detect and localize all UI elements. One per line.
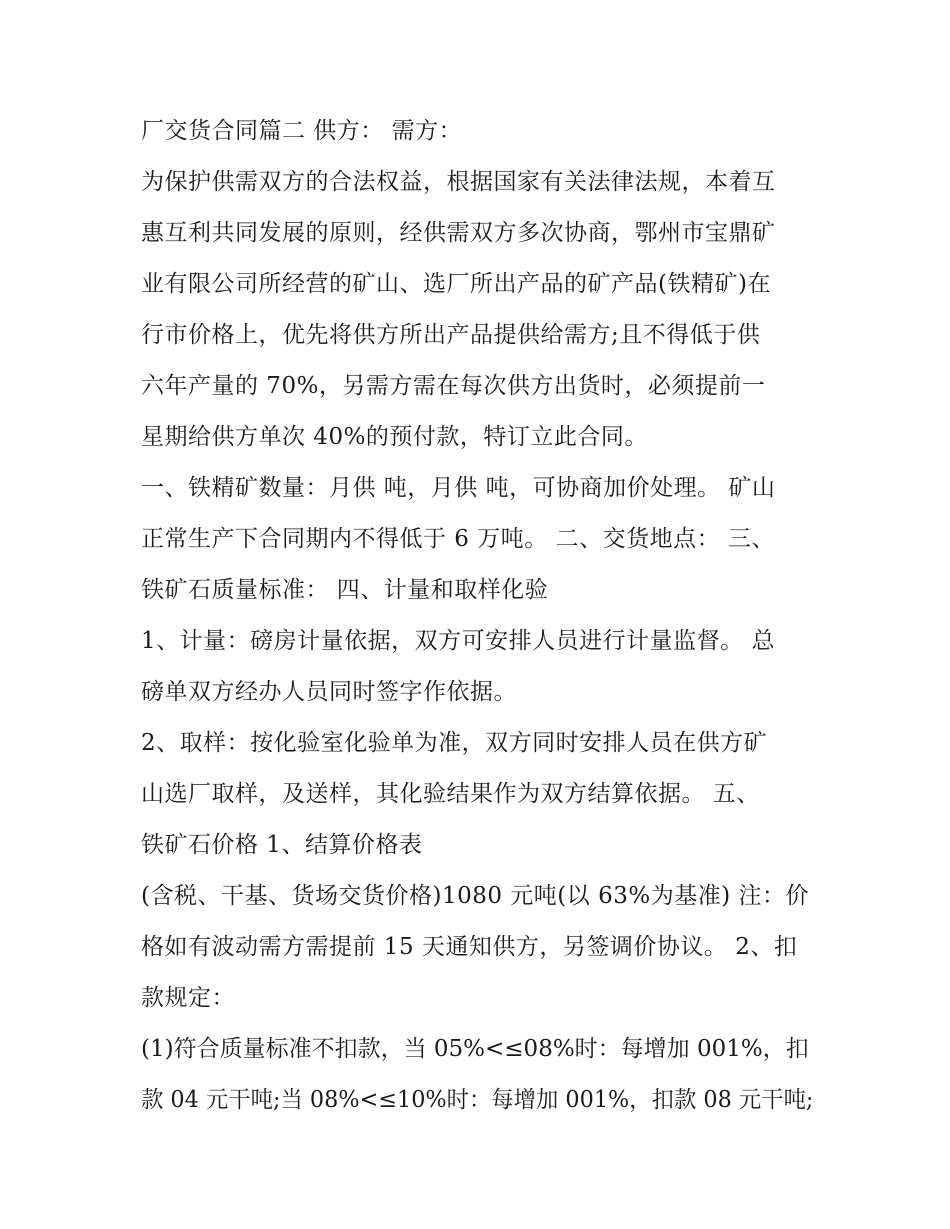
text-line: 正常生产下合同期内不得低于 6 万吨。 二、交货地点： 三、 [141, 526, 775, 552]
contract-body-text [141, 113, 813, 1133]
text-line: (1)符合质量标准不扣款，当 05%<≤08%时：每增加 001%，扣 [141, 1036, 809, 1062]
text-line: 1、计量：磅房计量依据，双方可安排人员进行计量监督。 总 [141, 628, 775, 654]
text-line: (含税、干基、货场交货价格)1080 元吨(以 63%为基准) 注：价 [141, 883, 809, 909]
text-line: 磅单双方经办人员同时签字作依据。 [141, 679, 517, 705]
text-line: 厂交货合同篇二 供方： 需方： [141, 118, 463, 144]
text-line: 业有限公司所经营的矿山、选厂所出产品的矿产品(铁精矿)在 [141, 271, 771, 297]
text-line: 星期给供方单次 40%的预付款，特订立此合同。 [141, 424, 648, 450]
text-line: 山选厂取样，及送样，其化验结果作为双方结算依据。 五、 [141, 781, 760, 807]
text-line: 铁矿石价格 1、结算价格表 [141, 832, 423, 858]
text-line: 铁矿石质量标准： 四、计量和取样化验 [141, 577, 549, 603]
text-line: 款 04 元干吨;当 08%<≤10%时：每增加 001%，扣款 08 元干吨; [141, 1087, 814, 1113]
text-line: 格如有波动需方需提前 15 天通知供方，另签调价协议。 2、扣 [141, 934, 798, 960]
text-line: 一、铁精矿数量：月供 吨，月供 吨，可协商加价处理。 矿山 [141, 475, 776, 501]
text-line: 行市价格上，优先将供方所出产品提供给需方;且不得低于供 [141, 322, 761, 348]
text-line: 六年产量的 70%，另需方需在每次供方出货时，必须提前一 [141, 373, 766, 399]
text-line: 为保护供需双方的合法权益，根据国家有关法律法规，本着互 [141, 169, 776, 195]
text-line: 2、取样：按化验室化验单为准，双方同时安排人员在供方矿 [141, 730, 768, 756]
text-line: 惠互利共同发展的原则，经供需双方多次协商，鄂州市宝鼎矿 [141, 220, 776, 246]
text-line: 款规定： [141, 985, 235, 1011]
